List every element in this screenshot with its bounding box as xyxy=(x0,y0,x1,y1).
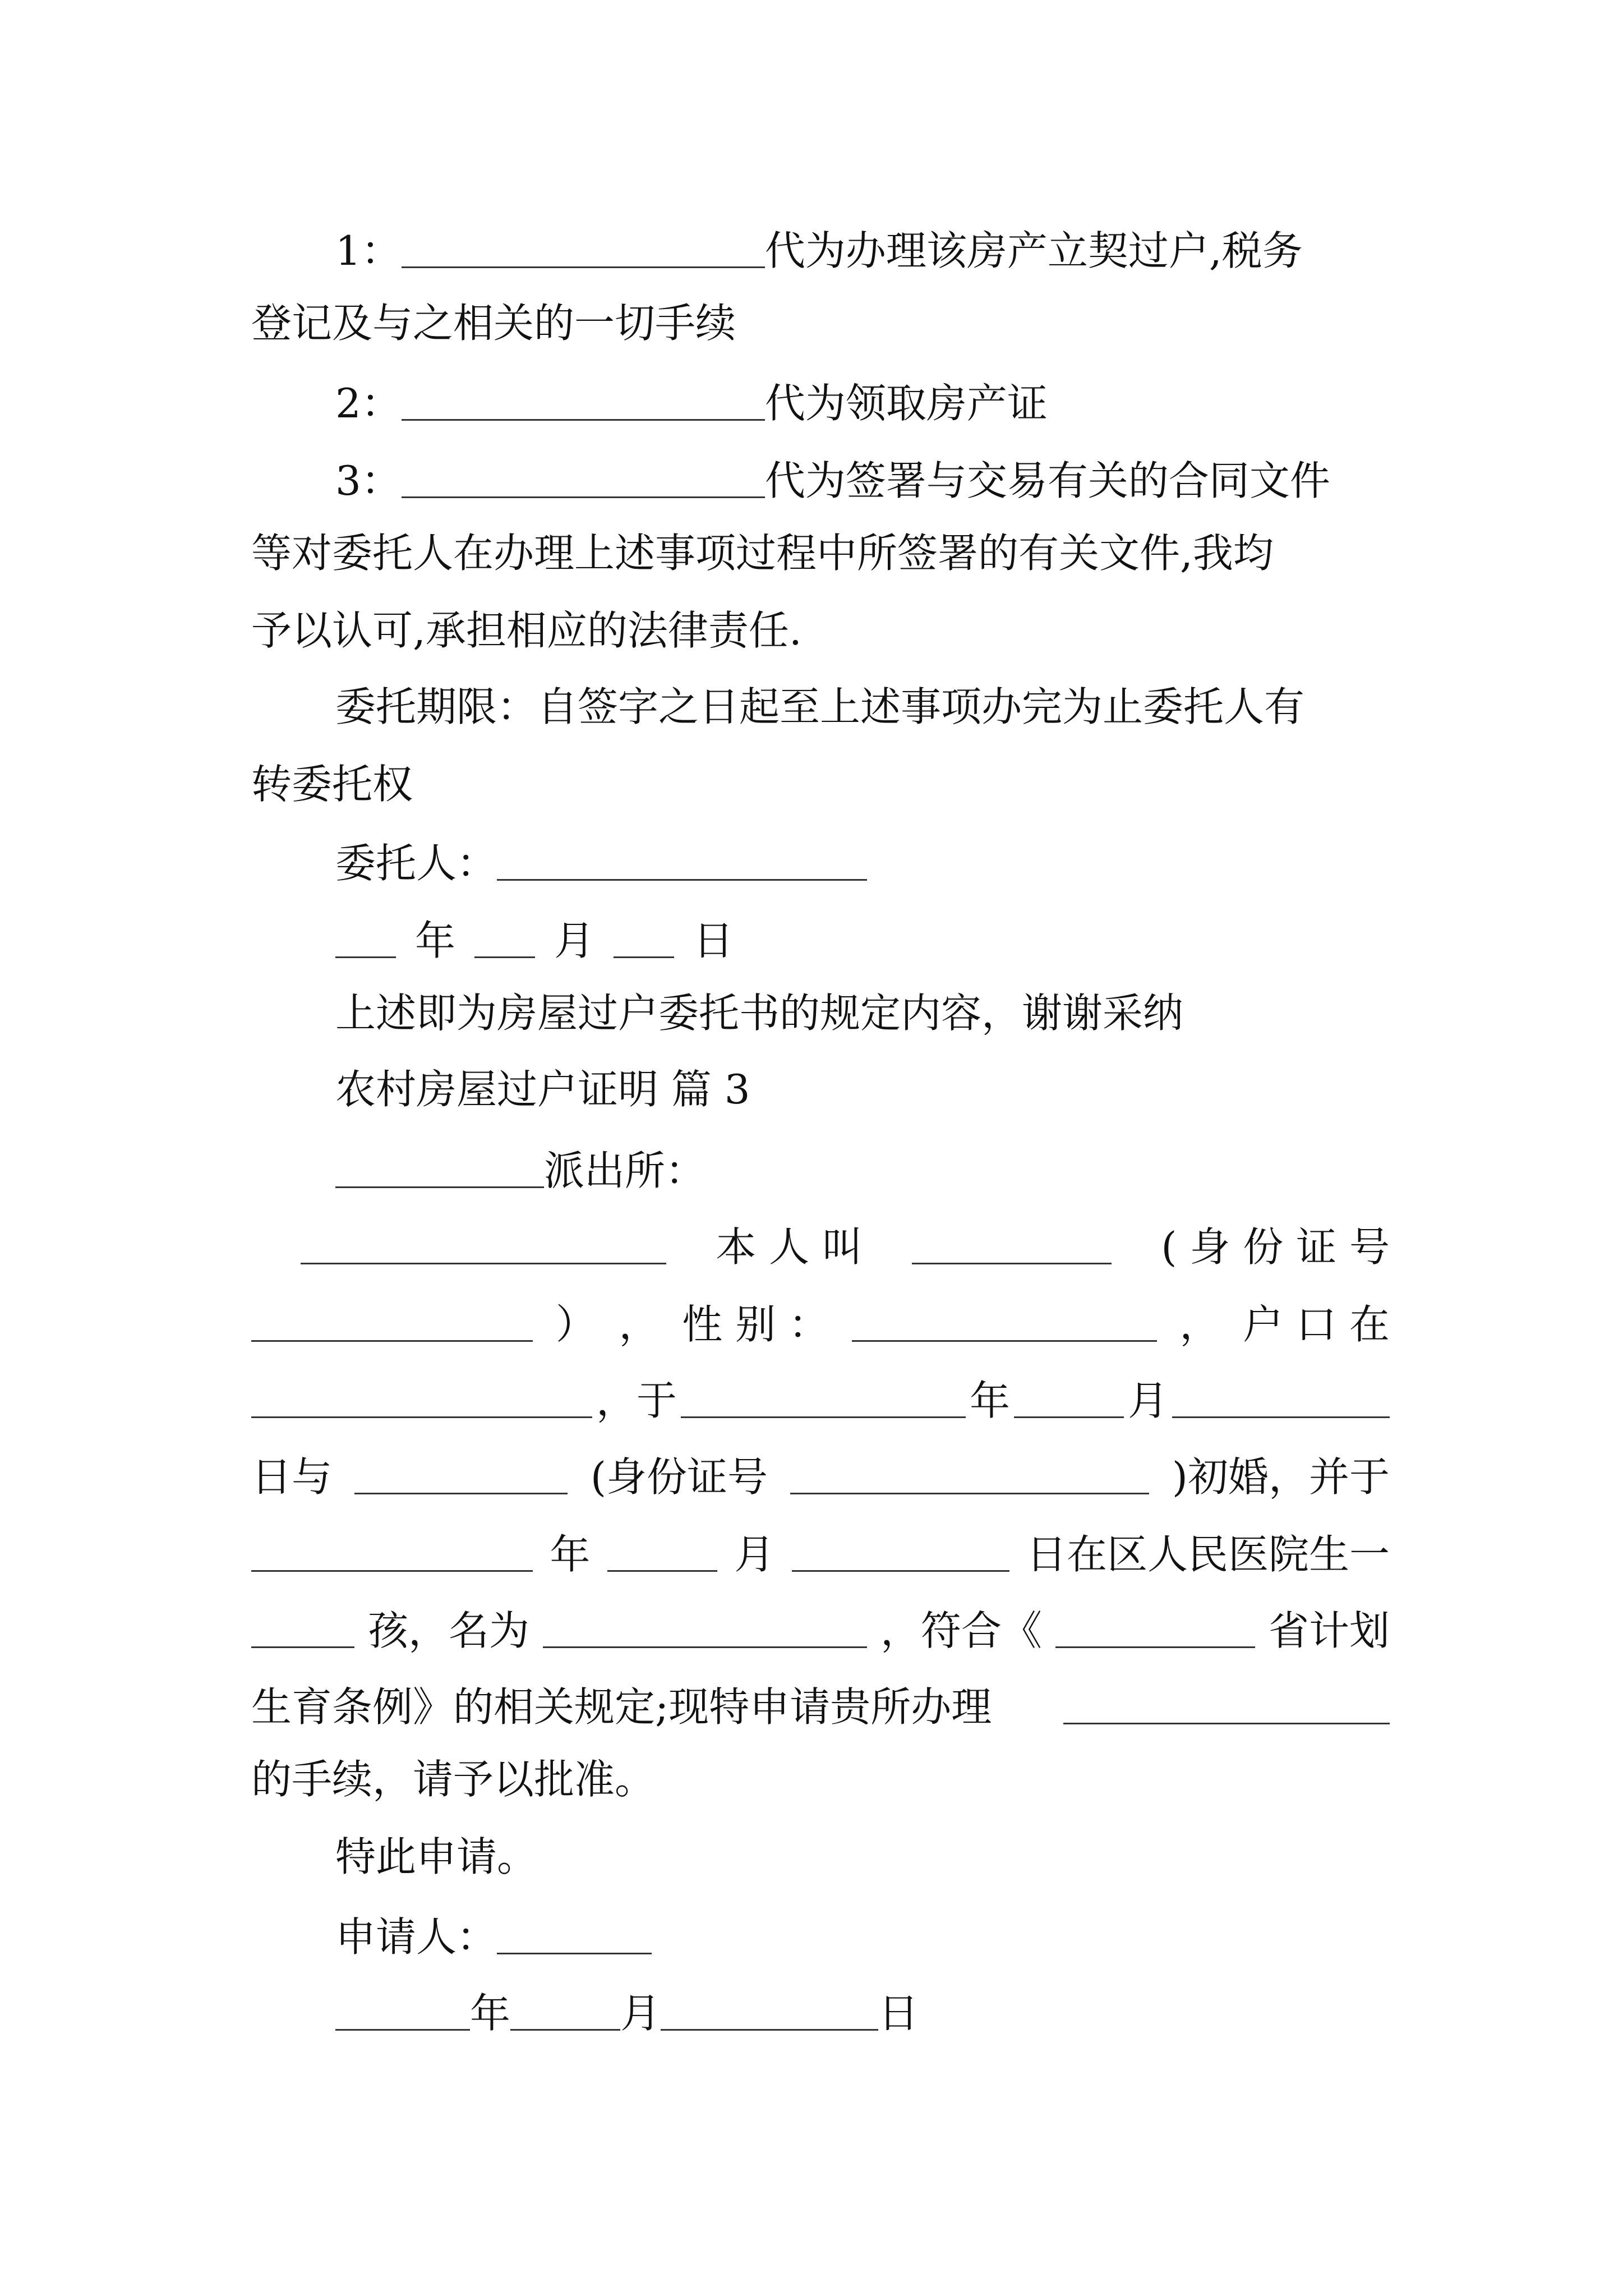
section-title: 农村房屋过户证明 篇 3 xyxy=(335,1066,750,1113)
principal-line xyxy=(335,839,867,887)
item-2-line xyxy=(335,379,1048,427)
blank-field xyxy=(335,920,396,958)
month-label: 月 xyxy=(554,917,595,964)
letter-text: ， xyxy=(1179,1300,1220,1348)
letter-text: )初婚，并于 xyxy=(1172,1453,1390,1501)
term-line-2: 转委托权 xyxy=(251,761,413,808)
principal-label: 委托人： xyxy=(335,839,497,887)
letter-line-6 xyxy=(251,1607,1390,1654)
blank-field xyxy=(335,1150,544,1188)
blank-field xyxy=(354,1456,568,1494)
letter-text: 性 别 ： xyxy=(682,1300,829,1348)
letter-line-4 xyxy=(251,1453,1390,1501)
letter-text: (身份证号 xyxy=(590,1453,768,1501)
blank-field xyxy=(474,920,535,958)
blank-field xyxy=(251,1380,592,1418)
blank-field xyxy=(497,843,867,881)
blank-field xyxy=(1063,1686,1390,1724)
item-1-text: 代为办理该房产立契过户,税务 xyxy=(764,227,1303,274)
letter-line-5 xyxy=(251,1530,1390,1578)
year-label: 年 xyxy=(415,917,456,964)
blank-field xyxy=(402,383,765,421)
applicant-line xyxy=(335,1913,652,1961)
blank-field xyxy=(251,1304,533,1342)
letter-text: 年 xyxy=(969,1377,1010,1424)
letter-text: ( 身 份 证 号 xyxy=(1161,1223,1390,1271)
letter-text: ，于 xyxy=(596,1377,677,1424)
request-line: 特此申请。 xyxy=(335,1833,538,1880)
letter-text: 生育条例》的相关规定;现特申请贵所办理 xyxy=(251,1683,992,1731)
letter-text: 月 xyxy=(734,1530,775,1578)
letter-text: 孩，名为 xyxy=(367,1607,529,1654)
letter-text: 日在区人民医院生一 xyxy=(1026,1530,1390,1578)
item-3-line-3: 予以认可,承担相应的法律责任. xyxy=(251,607,802,654)
letter-text: ， xyxy=(619,1300,660,1348)
day-label: 日 xyxy=(878,1989,919,2037)
letter-text: 户 口 在 xyxy=(1243,1300,1390,1348)
blank-field xyxy=(335,1993,470,2031)
item-3-line xyxy=(335,457,1330,504)
letter-text: 本 人 叫 xyxy=(716,1223,863,1271)
letter-text: 日与 xyxy=(251,1453,333,1501)
letter-text: ，符合《 xyxy=(880,1607,1042,1654)
letter-text: 年 xyxy=(550,1530,591,1578)
letter-line-1 xyxy=(251,1223,1390,1271)
letter-line-2 xyxy=(251,1300,1390,1348)
item-1-continuation: 登记及与之相关的一切手续 xyxy=(251,300,736,347)
letter-text: 省计划 xyxy=(1268,1607,1390,1654)
day-label: 日 xyxy=(693,917,734,964)
blank-field xyxy=(301,1226,666,1264)
item-1-line xyxy=(335,227,1303,274)
blank-field xyxy=(792,1534,1009,1572)
blank-field xyxy=(497,1916,652,1954)
blank-field xyxy=(543,1610,867,1648)
item-2-text: 代为领取房产证 xyxy=(764,379,1048,427)
item-3-number: 3： xyxy=(335,457,402,504)
letter-text: ） xyxy=(555,1300,596,1348)
blank-field xyxy=(402,460,765,498)
blank-field xyxy=(1055,1610,1255,1648)
term-line-1: 委托期限：自签字之日起至上述事项办完为止委托人有 xyxy=(335,683,1305,730)
item-1-number: 1： xyxy=(335,227,402,274)
police-station-line xyxy=(335,1147,706,1194)
blank-field xyxy=(1172,1380,1390,1418)
blank-field xyxy=(912,1226,1112,1264)
month-label: 月 xyxy=(620,1989,661,2037)
blank-field xyxy=(251,1534,533,1572)
closing-sentence: 上述即为房屋过户委托书的规定内容，谢谢采纳 xyxy=(335,990,1184,1037)
blank-field xyxy=(614,920,674,958)
date-line-1 xyxy=(335,917,734,964)
letter-line-3 xyxy=(251,1377,1390,1424)
blank-field xyxy=(251,1610,354,1648)
blank-field xyxy=(852,1304,1157,1342)
blank-field xyxy=(790,1456,1149,1494)
letter-line-8: 的手续，请予以批准。 xyxy=(251,1756,656,1803)
blank-field xyxy=(402,230,765,268)
blank-field xyxy=(661,1993,878,2031)
blank-field xyxy=(1014,1380,1124,1418)
item-3-line-2: 等对委托人在办理上述事项过程中所签署的有关文件,我均 xyxy=(251,530,1274,577)
letter-line-7 xyxy=(251,1683,1390,1731)
blank-field xyxy=(607,1534,717,1572)
item-2-number: 2： xyxy=(335,379,402,427)
item-3-text: 代为签署与交易有关的合同文件 xyxy=(764,457,1330,504)
letter-text: 月 xyxy=(1127,1377,1168,1424)
date-line-2 xyxy=(335,1989,919,2037)
blank-field xyxy=(510,1993,620,2031)
year-label: 年 xyxy=(470,1989,511,2037)
applicant-label: 申请人： xyxy=(335,1913,497,1961)
police-station-label: 派出所： xyxy=(544,1147,706,1194)
blank-field xyxy=(681,1380,966,1418)
